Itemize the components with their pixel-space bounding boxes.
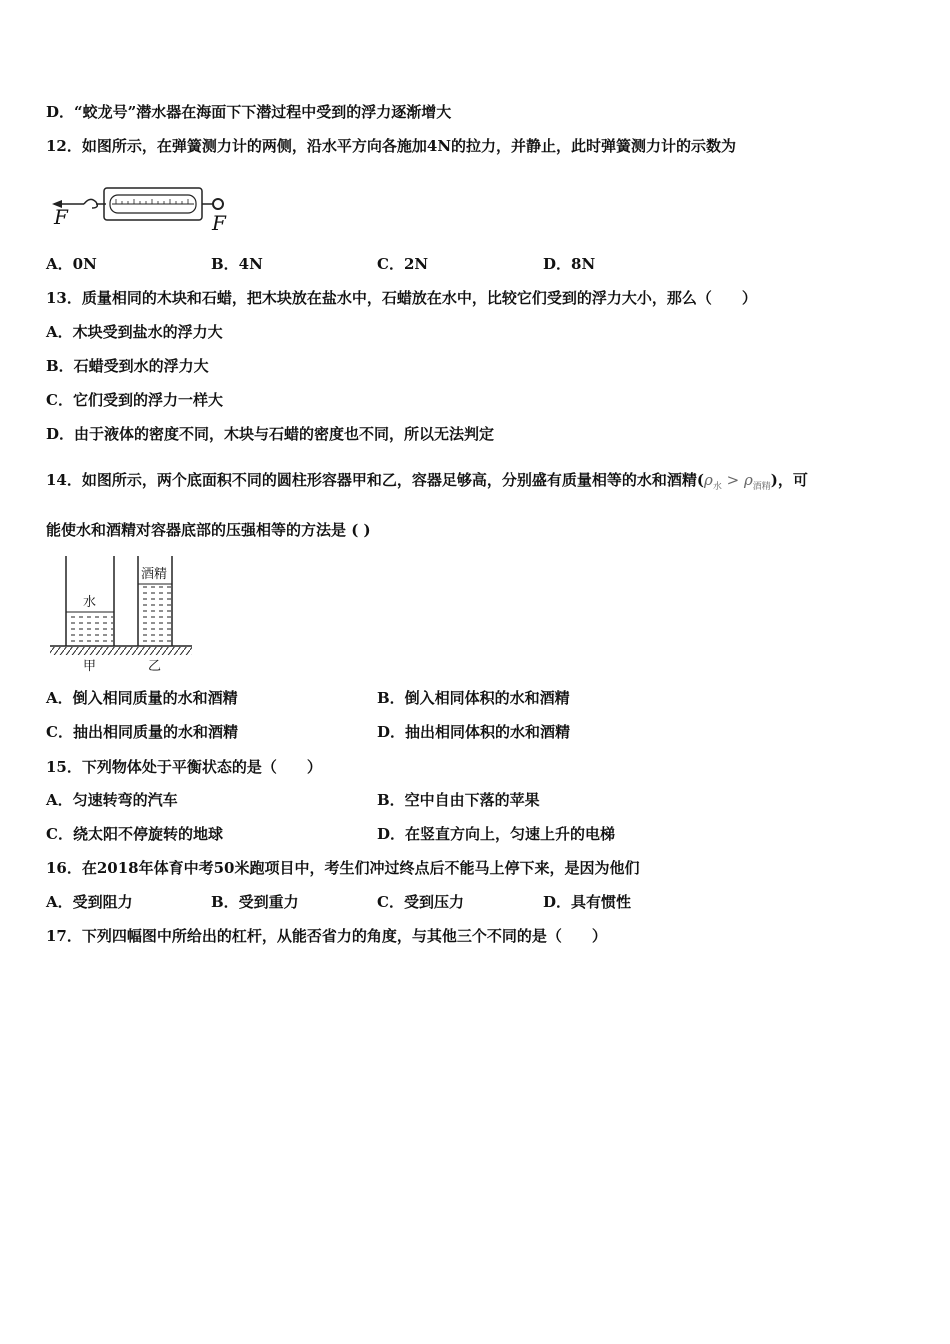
q13-option-a: A．木块受到盐水的浮力大 xyxy=(46,323,223,341)
q15-option-b: B．空中自由下落的苹果 xyxy=(377,791,540,809)
right-force-label: F xyxy=(212,211,226,235)
q17-stem: 17．下列四幅图中所给出的杠杆，从能否省力的角度，与其他三个不同的是（ ） xyxy=(46,927,607,945)
q12-option-d: D．8N xyxy=(543,255,596,273)
q13-stem: 13．质量相同的木块和石蜡，把木块放在盐水中，石蜡放在水中，比较它们受到的浮力大小，那么（ ） xyxy=(46,289,757,307)
q13-option-b: B．石蜡受到水的浮力大 xyxy=(46,357,209,375)
rho-sub-alcohol: 酒精 xyxy=(752,482,771,492)
q15-option-c: C．绕太阳不停旋转的地球 xyxy=(46,825,223,843)
rho-sub-water: 水 xyxy=(712,482,722,492)
left-force-label: F xyxy=(54,205,68,229)
q12-option-b: B．4N xyxy=(211,255,263,273)
rho-water xyxy=(703,471,722,492)
container-yi-label: 乙 xyxy=(148,659,162,674)
q15-option-a: A．匀速转弯的汽车 xyxy=(46,791,178,809)
q13-option-c: C．它们受到的浮力一样大 xyxy=(46,391,223,409)
q15-option-d: D．在竖直方向上，匀速上升的电梯 xyxy=(377,825,616,843)
q12-option-a: A．0N xyxy=(46,255,97,273)
q16-option-d: D．具有惯性 xyxy=(543,893,632,911)
containers-figure xyxy=(46,554,196,680)
q14-option-a: A．倒入相同质量的水和酒精 xyxy=(46,689,238,707)
greater-than-sign: > xyxy=(721,471,744,489)
rho-symbol-1: ρ xyxy=(703,471,713,489)
q13-option-d: D．由于液体的密度不同，木块与石蜡的密度也不同，所以无法判定 xyxy=(46,425,495,443)
water-label: 水 xyxy=(83,595,97,610)
q14-option-b: B．倒入相同体积的水和酒精 xyxy=(377,689,570,707)
alcohol-label: 酒精 xyxy=(141,567,168,582)
q14-option-c: C．抽出相同质量的水和酒精 xyxy=(46,723,238,741)
q12-option-c: C．2N xyxy=(377,255,429,273)
q16-option-c: C．受到压力 xyxy=(377,893,464,911)
q14-stem-line1 xyxy=(46,470,808,497)
container-jia-label: 甲 xyxy=(83,659,97,674)
q11-option-d: D．“蛟龙号”潜水器在海面下下潜过程中受到的浮力逐渐增大 xyxy=(46,103,452,121)
q12-stem: 12．如图所示，在弹簧测力计的两侧，沿水平方向各施加4N的拉力，并静止，此时弹簧测力计的示数为 xyxy=(46,137,737,155)
q16-option-a: A．受到阻力 xyxy=(46,893,133,911)
containers-diagram xyxy=(46,554,196,680)
q16-stem: 16．在2018年体育中考50米跑项目中，考生们冲过终点后不能马上停下来，是因为他们 xyxy=(46,859,640,877)
spring-scale-figure xyxy=(46,180,246,240)
q14-stem-part1: 14．如图所示，两个底面积不同的圆柱形容器甲和乙，容器足够高，分别盛有质量相等的水和酒精( xyxy=(46,471,704,489)
q15-stem: 15．下列物体处于平衡状态的是（ ） xyxy=(46,758,322,776)
q14-option-d: D．抽出相同体积的水和酒精 xyxy=(377,723,571,741)
q14-stem-part2: )，可 xyxy=(770,471,808,489)
q16-option-b: B．受到重力 xyxy=(211,893,299,911)
q14-stem-line2: 能使水和酒精对容器底部的压强相等的方法是 ( ) xyxy=(46,521,371,539)
rho-alcohol xyxy=(743,471,771,492)
rho-symbol-2: ρ xyxy=(743,471,753,489)
